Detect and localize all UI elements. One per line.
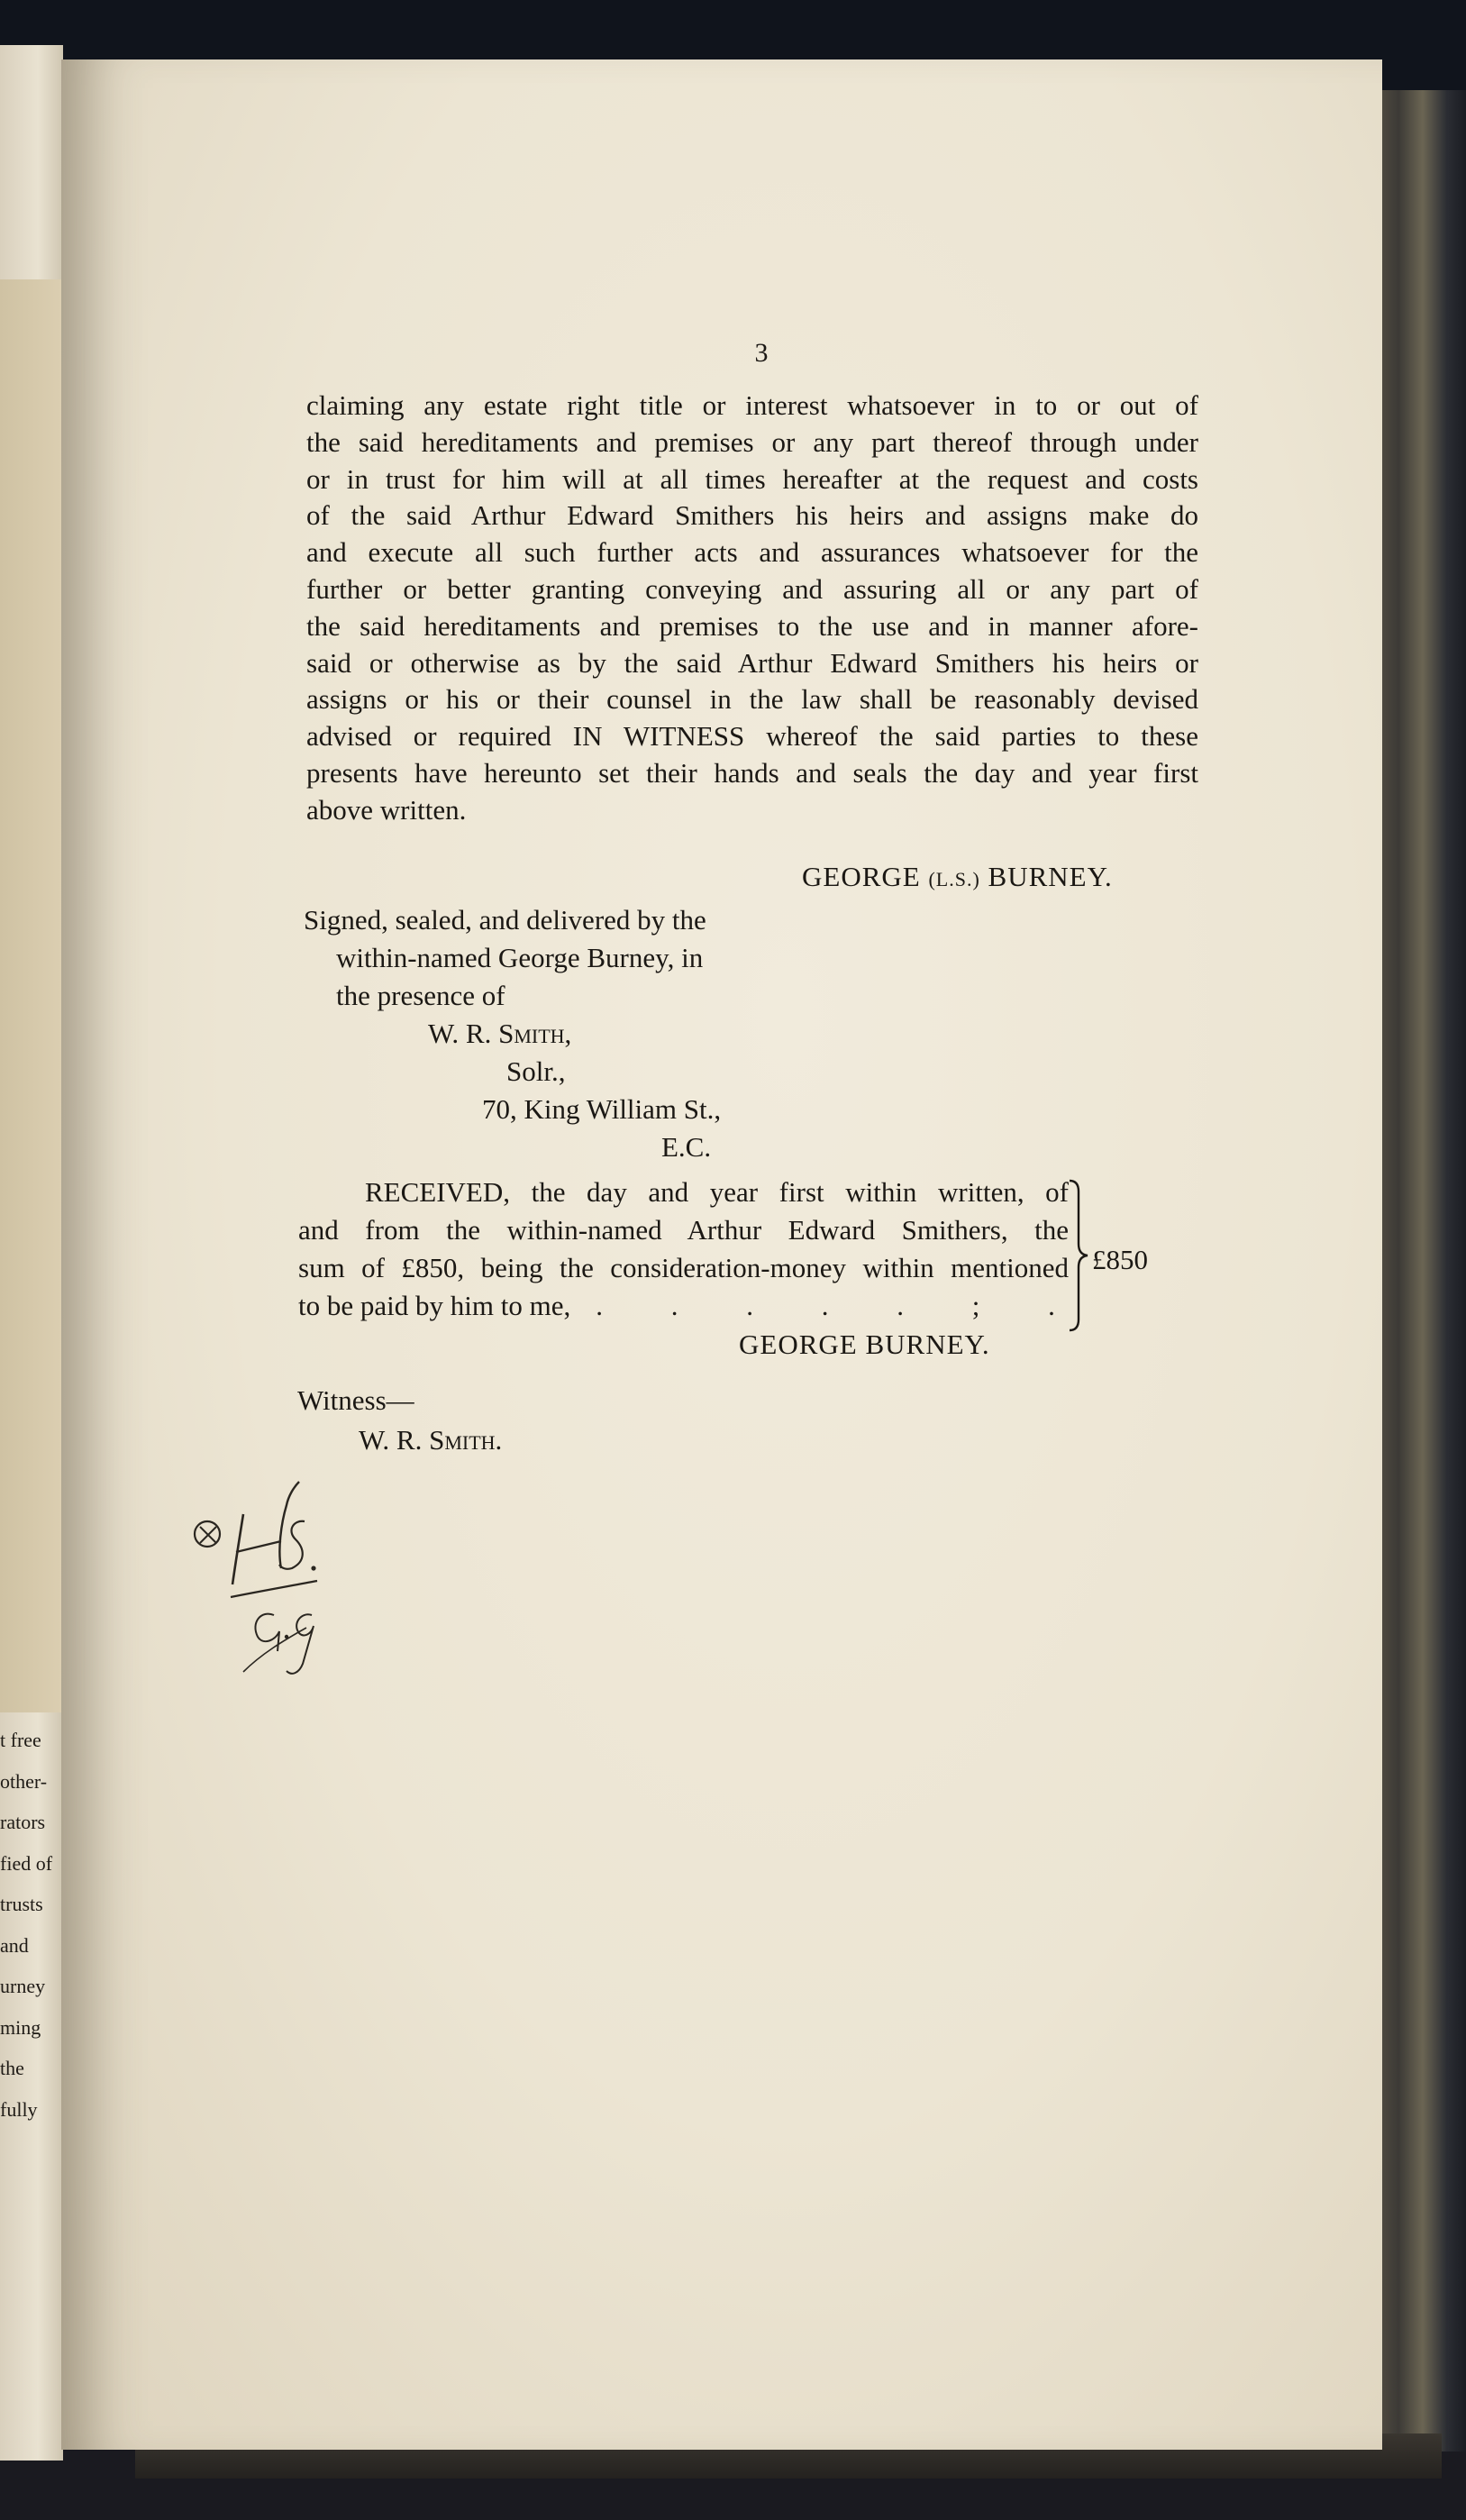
attestation-line: Signed, sealed, and delivered by the [304, 904, 706, 936]
body-line: the said hereditaments and premises to the use and in manner afore- [306, 609, 1198, 642]
body-line: assigns or his or their counsel in the law shall be reasonably devised [306, 683, 1198, 716]
body-line: further or better granting conveying and assuring all or any part of [306, 572, 1198, 605]
attestation-clause [304, 901, 721, 1166]
witness-title: Solr., [506, 1055, 566, 1087]
receipt-signature: GEORGE BURNEY. [739, 1328, 990, 1360]
attestation-line: the presence of [336, 980, 505, 1011]
body-line: of the said Arthur Edward Smithers his heirs and assigns make do [306, 499, 1198, 532]
signature-last-name: BURNEY. [988, 861, 1113, 892]
fragment-line: fied of [0, 1851, 53, 1875]
curly-brace-icon [1068, 1179, 1089, 1332]
witness-address: 70, King William St., [482, 1093, 722, 1125]
receipt-line: sum of £850, being the consideration-money within mentioned [298, 1252, 1069, 1283]
receipt-clause [298, 1173, 1086, 1325]
fragment-line: other- [0, 1769, 48, 1793]
fragment-line: and [0, 1933, 29, 1957]
page-number: 3 [754, 338, 769, 368]
receipt-line: and from the within-named Arthur Edward Smithers, the [298, 1214, 1069, 1246]
fragment-line: t free [0, 1729, 41, 1751]
fragment-line: fully [0, 2097, 38, 2121]
body-line: and execute all such further acts and assurances whatsoever for the [306, 536, 1198, 569]
receipt-witness [297, 1381, 502, 1460]
body-line: said or otherwise as by the said Arthur Edward Smithers his heirs or [306, 646, 1198, 679]
receipt-line-text: to be paid by him to me, [298, 1290, 571, 1321]
witness-name: W. R. Smith, [428, 1018, 572, 1049]
body-line: above written. [306, 793, 467, 826]
handwritten-initials [180, 1451, 342, 1685]
body-line: claiming any estate right title or interest whatsoever in to or out of [306, 389, 1198, 421]
witness-postcode: E.C. [661, 1131, 712, 1163]
receipt-amount: £850 [1092, 1244, 1148, 1275]
witness-label: Witness— [297, 1384, 414, 1416]
deed-body-text [306, 388, 1198, 829]
body-line: or in trust for him will at all times hereafter at the request and costs [306, 462, 1198, 495]
receipt-line [298, 1287, 1086, 1325]
signature-first-name: GEORGE [802, 861, 921, 892]
fragment-line: ming [0, 2015, 41, 2039]
body-line: the said hereditaments and premises or any part thereof through under [306, 425, 1198, 458]
witness-name: W. R. Smith. [359, 1424, 503, 1456]
fragment-line: rators [0, 1811, 46, 1833]
seal-mark: (L.S.) [928, 868, 980, 890]
leader-dots: . . . . . ; . [596, 1290, 1086, 1321]
body-line: presents have hereunto set their hands and seals the day and year first [306, 756, 1198, 789]
fragment-line: urney [0, 1975, 46, 1997]
body-line: advised or required IN WITNESS whereof the said parties to these [306, 720, 1198, 753]
attestation-line: within-named George Burney, in [336, 942, 704, 973]
grantor-signature [802, 861, 1113, 893]
fragment-line: trusts [0, 1893, 43, 1915]
fragment-line: the [0, 2057, 24, 2079]
receipt-line: RECEIVED, the day and year first within written, of [365, 1176, 1069, 1208]
